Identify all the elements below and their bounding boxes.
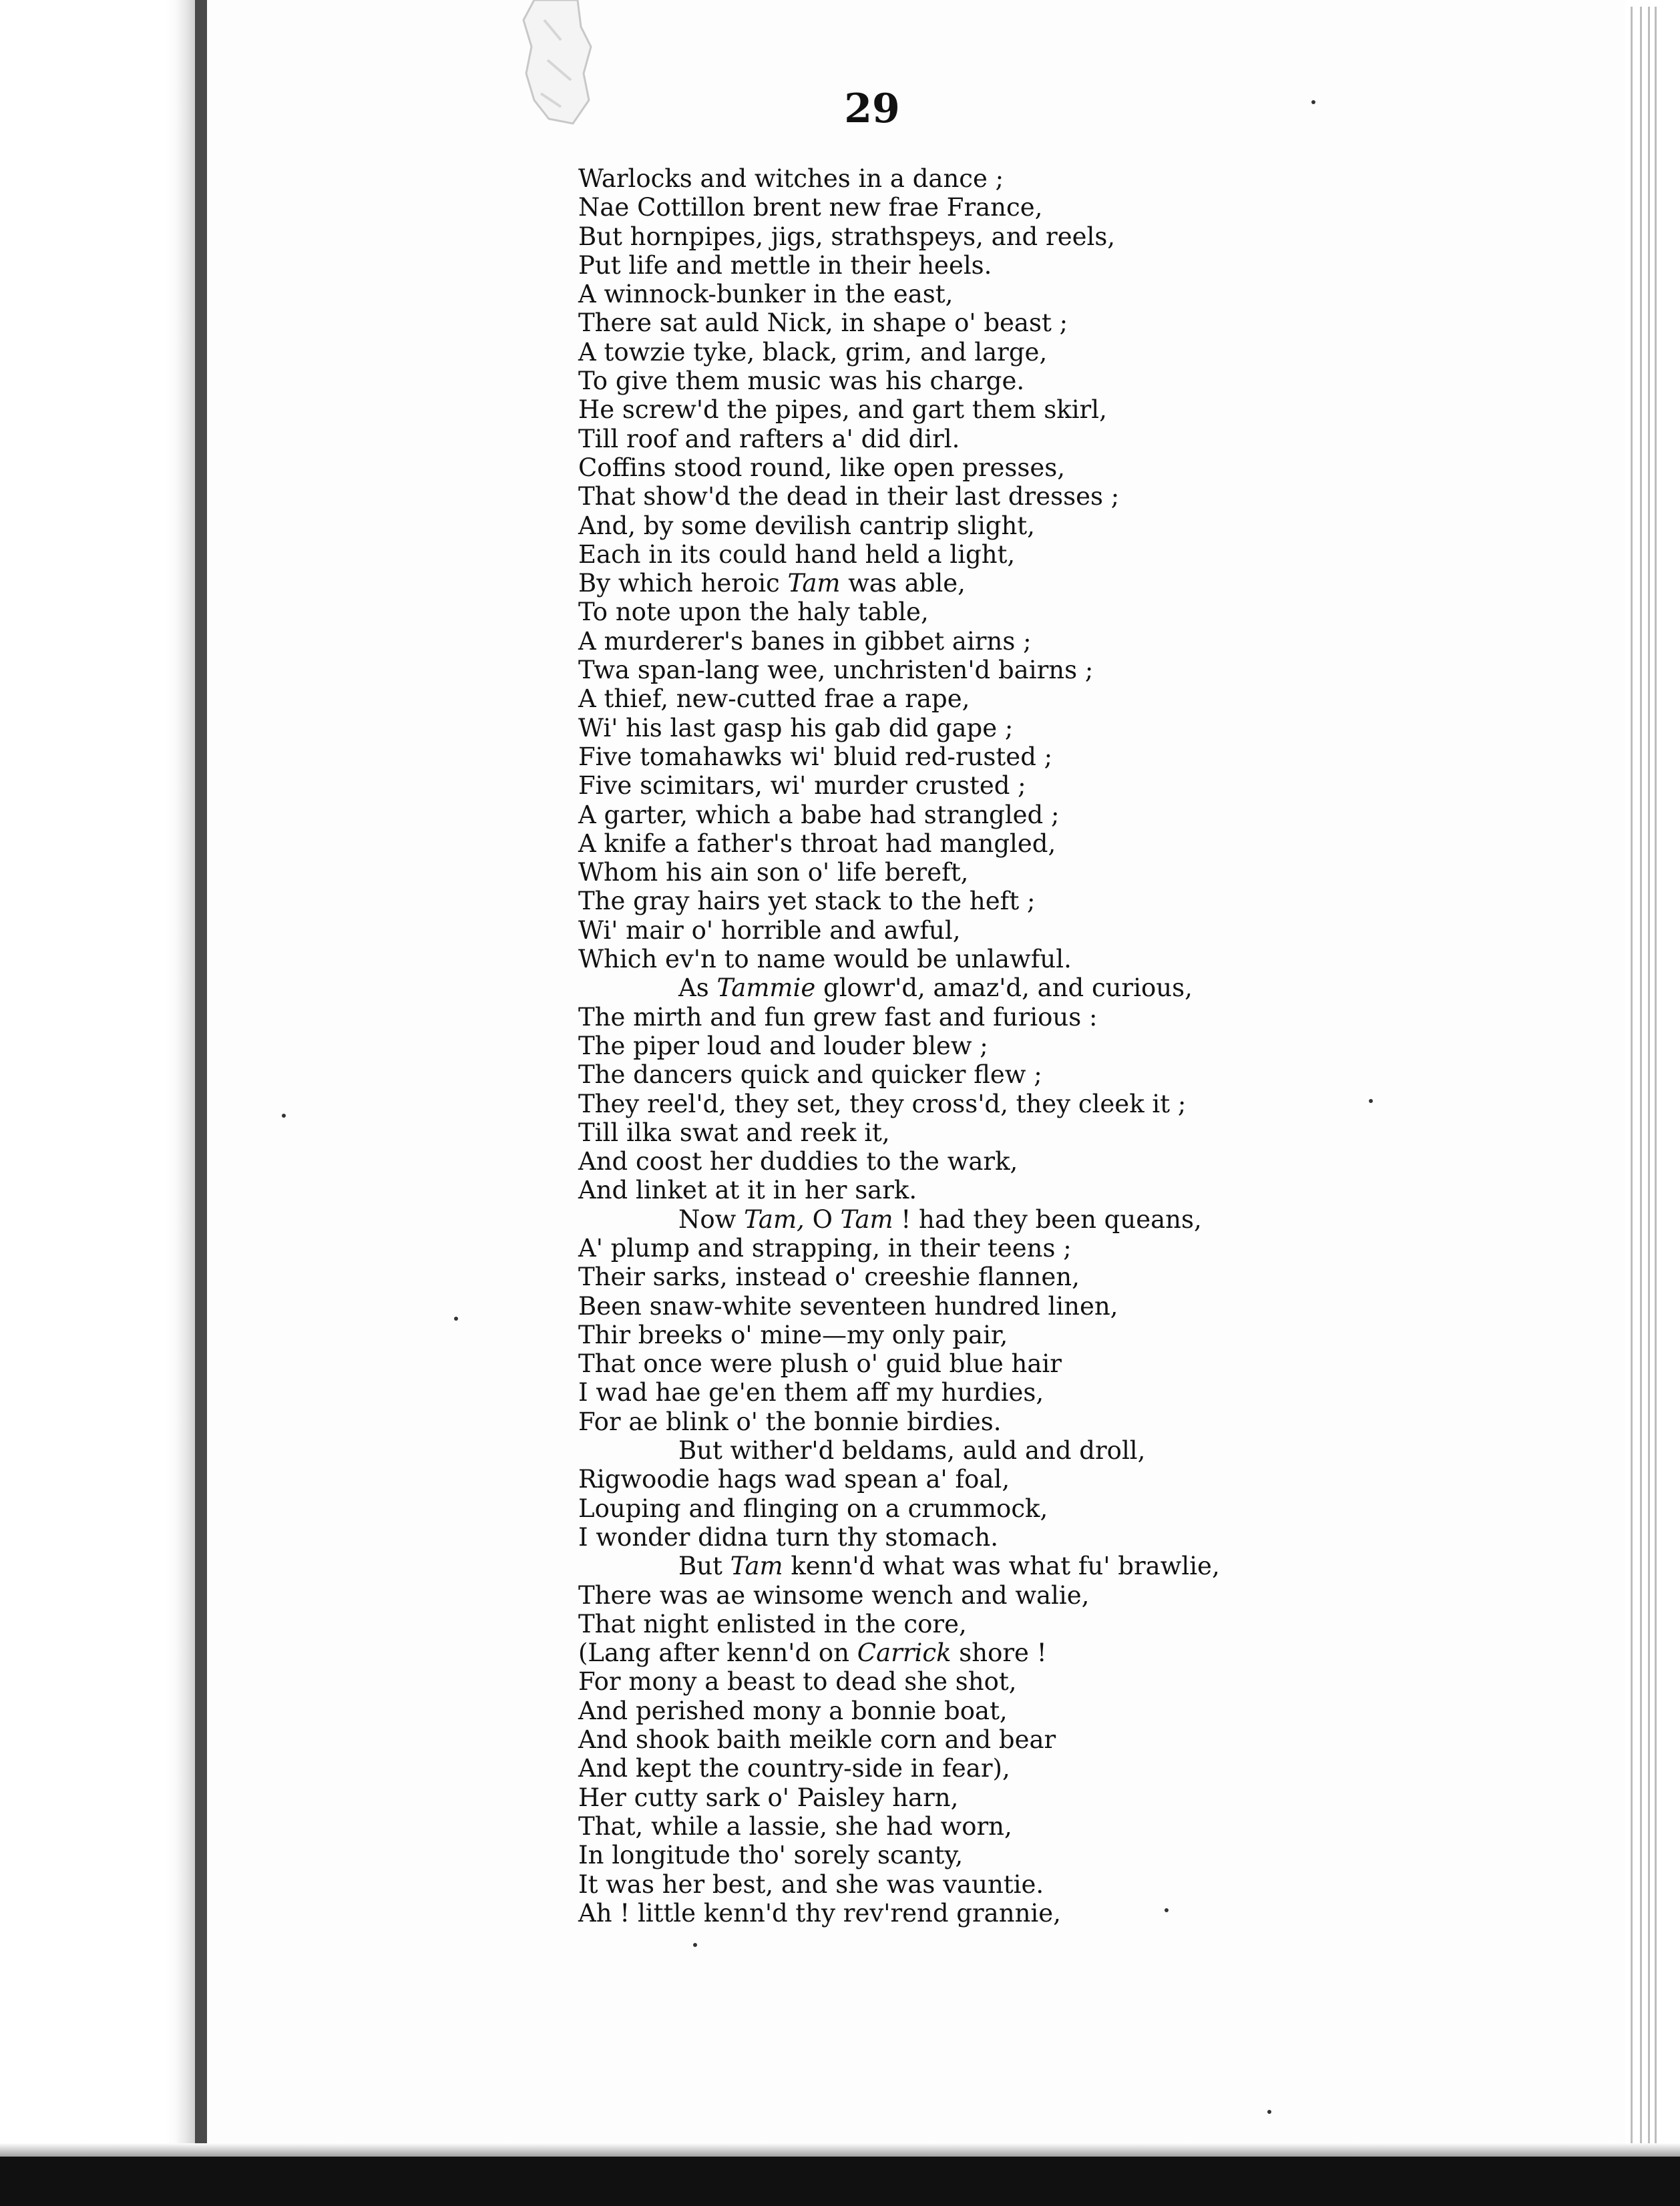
poem-line [578,1349,1620,1378]
poem-line [578,1870,1620,1899]
poem-line [578,858,1620,887]
line-text: Five tomahawks wi' bluid red-rusted ; [578,742,1053,771]
italic-name: Tam [730,1552,783,1581]
poem-line [578,164,1620,193]
line-text: And coost her duddies to the wark, [578,1147,1018,1176]
line-text: He screw'd the pipes, and gart them skirl, [578,395,1107,425]
italic-name: Tam [840,1204,893,1234]
line-text: Put life and mettle in their heels. [578,250,992,280]
poem-line [578,1436,1620,1465]
line-text: It was her best, and she was vauntie. [578,1869,1044,1899]
speck [454,1317,458,1321]
line-text: was able, [840,569,966,598]
italic-name: Tammie [716,973,816,1003]
line-text: The mirth and fun grew fast and furious : [578,1002,1098,1032]
poem-line [578,482,1620,511]
poem-line [578,1032,1620,1060]
paper-damage-blot [514,0,594,127]
line-text: But wither'd beldams, auld and droll, [678,1436,1146,1466]
poem-line [578,1523,1620,1552]
line-text: A thief, new-cutted frae a rape, [578,684,970,714]
poem-line [578,540,1620,569]
speck [1369,1099,1373,1103]
line-text: But [678,1552,730,1581]
line-text: I wonder didna turn thy stomach. [578,1522,998,1552]
poem-line [578,1060,1620,1089]
poem-line [578,598,1620,626]
left-page-edge [166,0,195,2206]
line-text: A garter, which a babe had strangled ; [578,800,1060,829]
line-text: Rigwoodie hags wad spean a' foal, [578,1465,1010,1494]
poem-line [578,1494,1620,1523]
line-text: The dancers quick and quicker flew ; [578,1060,1042,1090]
speck [1165,1908,1169,1912]
line-text: In longitude tho' sorely scanty, [578,1841,964,1870]
poem-line [578,1812,1620,1841]
book-gutter [195,0,207,2206]
line-text: Nae Cottillon brent new frae France, [578,193,1043,222]
speck [282,1114,286,1118]
line-text: As [678,973,717,1003]
line-text: For mony a beast to dead she shot, [578,1667,1017,1697]
line-text: That once were plush o' guid blue hair [578,1349,1062,1379]
line-text: Coffins stood round, like open presses, [578,453,1066,482]
poem-line [578,1581,1620,1610]
line-text: Twa span-lang wee, unchristen'd bairns ; [578,656,1094,685]
line-text: They reel'd, they set, they cross'd, they cleek it ; [578,1089,1187,1118]
speck [1311,100,1315,104]
poem-line [578,1899,1620,1928]
poem-line [578,1090,1620,1118]
poem-line [578,338,1620,367]
line-text: That night enlisted in the core, [578,1609,967,1638]
line-text: A knife a father's throat had mangled, [578,829,1056,858]
poem-line [578,222,1620,251]
poem-line [578,453,1620,482]
line-text: Their sarks, instead o' creeshie flannen, [578,1263,1080,1292]
poem-line [578,684,1620,713]
poem-line [578,1783,1620,1812]
speck [1267,2110,1271,2114]
poem-line [578,1841,1620,1869]
poem-line [578,1292,1620,1321]
line-text: Whom his ain son o' life bereft, [578,858,969,887]
poem-line [578,1205,1620,1234]
line-text: There sat auld Nick, in shape o' beast ; [578,308,1068,338]
right-page-edges [1625,0,1680,2206]
poem-line [578,742,1620,771]
poem-line [578,511,1620,540]
line-text: A winnock-bunker in the east, [578,280,954,309]
line-text: shore ! [951,1638,1047,1668]
poem-line [578,1118,1620,1147]
line-text: Thir breeks o' mine—my only pair, [578,1320,1008,1349]
poem-line [578,1697,1620,1725]
page-bottom-shadow [0,2143,1680,2158]
line-text: (Lang after kenn'd on [578,1638,857,1668]
line-text: And kept the country-side in fear), [578,1754,1010,1783]
line-text: Which ev'n to name would be unlawful. [578,945,1072,974]
line-text: By which heroic [578,569,788,598]
line-text: The gray hairs yet stack to the heft ; [578,887,1036,916]
line-text: glowr'd, amaz'd, and curious, [815,973,1193,1003]
poem-line [578,1552,1620,1580]
poem-line [578,308,1620,337]
poem-line [578,945,1620,973]
poem-line [578,627,1620,656]
poem-line [578,1234,1620,1263]
line-text: Louping and flinging on a crummock, [578,1494,1048,1523]
line-text: That, while a lassie, she had worn, [578,1811,1012,1841]
poem-line [578,1465,1620,1494]
poem-line [578,1263,1620,1291]
scanner-bottom-band [0,2157,1680,2206]
line-text: Been snaw-white seventeen hundred linen, [578,1291,1118,1321]
line-text: Wi' mair o' horrible and awful, [578,915,961,945]
line-text: For ae blink o' the bonnie birdies. [578,1407,1002,1436]
poem-line [578,1003,1620,1032]
poem-line [578,395,1620,424]
line-text: Ah ! little kenn'd thy rev'rend grannie, [578,1898,1061,1928]
poem-line [578,916,1620,945]
left-margin [0,0,166,2206]
line-text: And shook baith meikle corn and bear [578,1725,1056,1755]
poem-line [578,1147,1620,1176]
line-text: Each in its could hand held a light, [578,539,1016,569]
poem-line [578,193,1620,222]
line-text: There was ae winsome wench and walie, [578,1580,1090,1610]
line-text: Her cutty sark o' Paisley harn, [578,1783,959,1812]
line-text: And linket at it in her sark. [578,1176,917,1205]
line-text: Warlocks and witches in a dance ; [578,164,1004,193]
poem-line [578,280,1620,308]
line-text: And perished mony a bonnie boat, [578,1696,1008,1725]
line-text: To note upon the haly table, [578,598,929,627]
poem-line [578,367,1620,395]
italic-name: Carrick [857,1638,952,1668]
poem-line [578,771,1620,800]
poem-line [578,1176,1620,1204]
italic-name: Tam, [744,1204,805,1234]
line-text: Till roof and rafters a' did dirl. [578,424,960,453]
line-text: And, by some devilish cantrip slight, [578,511,1035,540]
poem-line [578,1638,1620,1667]
line-text: A towzie tyke, black, grim, and large, [578,337,1048,367]
poem-line [578,887,1620,915]
line-text: To give them music was his charge. [578,367,1025,396]
line-text: That show'd the dead in their last dresses ; [578,482,1120,511]
line-text: kenn'd what was what fu' brawlie, [783,1552,1220,1581]
poem-line [578,1754,1620,1783]
italic-name: Tam [787,569,841,598]
poem-line [578,569,1620,598]
line-text: A murderer's banes in gibbet airns ; [578,626,1032,656]
poem-line [578,829,1620,858]
speck [693,1943,697,1947]
poem-line [578,1725,1620,1754]
poem-line [578,714,1620,742]
poem-line [578,656,1620,684]
line-text: ! had they been queans, [893,1204,1202,1234]
line-text: O [804,1204,841,1234]
poem-text [578,164,1620,1928]
line-text: Wi' his last gasp his gab did gape ; [578,713,1014,742]
page-number: 29 [844,85,900,132]
poem-line [578,425,1620,453]
line-text: Now [678,1204,745,1234]
line-text: Five scimitars, wi' murder crusted ; [578,771,1026,801]
poem-line [578,801,1620,829]
line-text: Till ilka swat and reek it, [578,1118,890,1147]
poem-line [578,1667,1620,1696]
poem-line [578,1321,1620,1349]
poem-line [578,1610,1620,1638]
poem-line [578,1378,1620,1407]
poem-line [578,251,1620,280]
poem-line [578,973,1620,1002]
line-text: A' plump and strapping, in their teens ; [578,1233,1072,1263]
line-text: I wad hae ge'en them aff my hurdies, [578,1378,1044,1407]
poem-line [578,1407,1620,1436]
line-text: The piper loud and louder blew ; [578,1031,988,1060]
line-text: But hornpipes, jigs, strathspeys, and reels, [578,222,1116,251]
